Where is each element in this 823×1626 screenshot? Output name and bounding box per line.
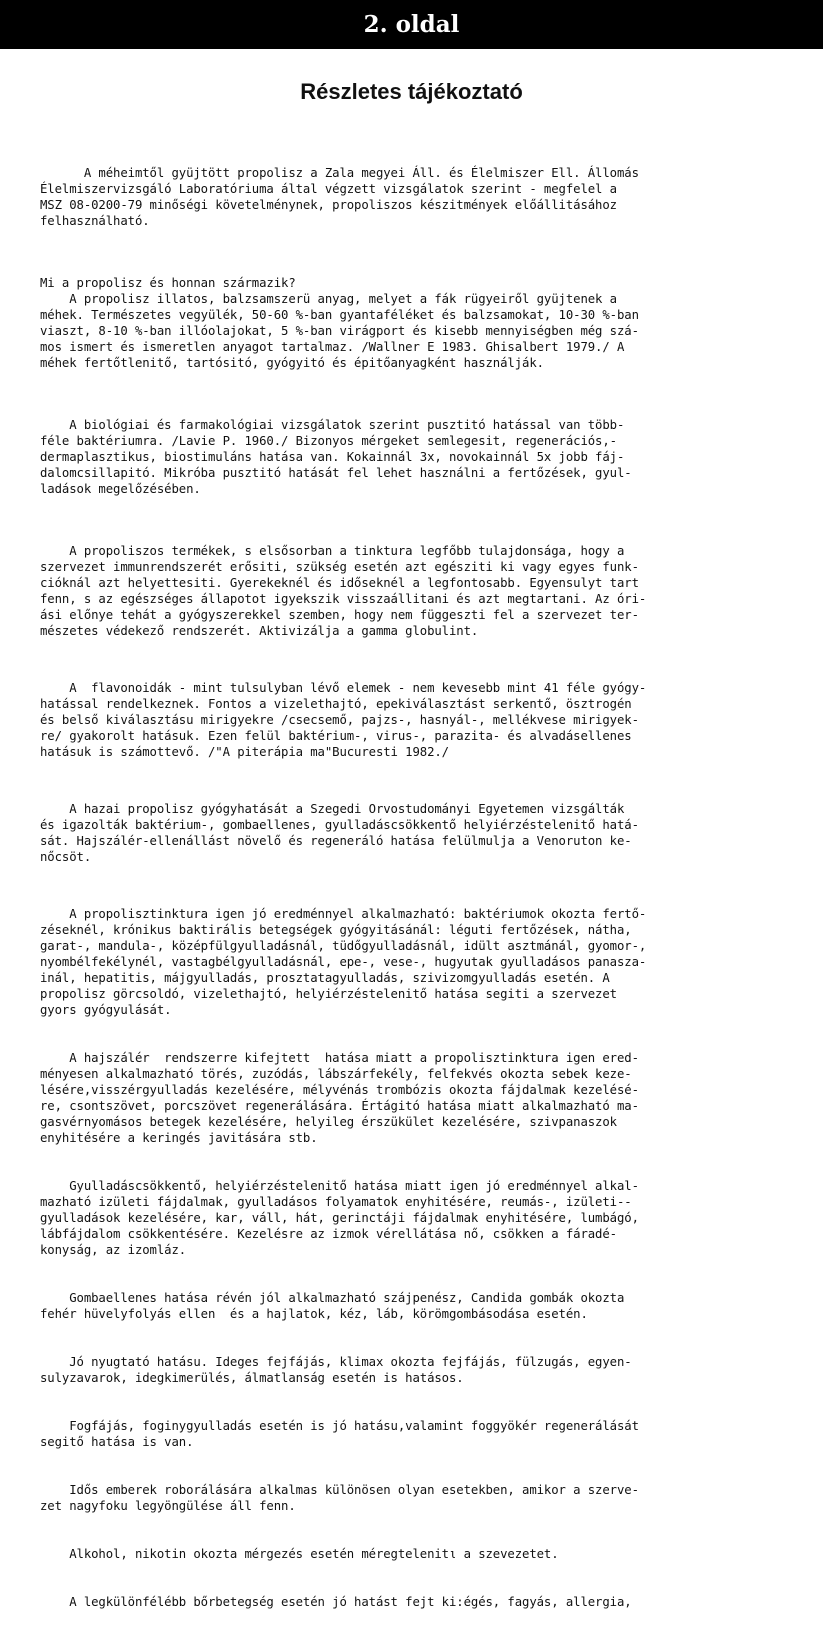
intro-paragraph: A méheimtől gyüjtött propolisz a Zala megyei Áll. és Élelmiszer Ell. Állomás Élelmiszervizsgáló Laboratóriuma által végzett vizsgálatok szerint - megfelel a MSZ 08-0200-79 minőségi követelménynek, propoliszos készitmények előállitásához felhasználható. [40, 166, 639, 228]
szeged-paragraph: A hazai propolisz gyógyhatását a Szegedi Orvostudományi Egyetemen vizsgálták és igazolták baktérium-, gombaellenes, gyulladáscsökkentő helyiérzéstelenitő hatá- sát. Hajszálér-ellenállást növelő és regeneráló hatása felülmulja a Venoruton ke- nőcsöt. [40, 802, 639, 864]
origin-paragraph: Mi a propolisz és honnan származik? A propolisz illatos, balzsamszerü anyag, melyet a fák rügyeiről gyüjtenek a méhek. Természetes vegyülék, 50-60 %-ban gyantaféléket és balzsamokat, 10-30 %-ban viaszt, 8-10 %-ban illóolajokat, 5 %-ban virágport és kisebb mennyiségben még szá- mos ismert és ismeretlen anyagot tartalmaz. /Wallner E 1983. Ghisalbert 1979./ A méhek fertőtlenitő, tartósitó, gyógyitó és épitőanyagként használják. [40, 276, 639, 370]
elderly-paragraph: Idős emberek roborálására alkalmas különösen olyan esetekben, amikor a szerve- zet nagyfoku legyöngülése áll fenn. [40, 1483, 639, 1513]
tincture-paragraph: A propolisztinktura igen jó eredménnyel alkalmazható: baktériumok okozta fertő- zéseknél, krónikus baktirális betegségek gyógyitásánál: léguti fertőzések, nátha, garat-, mandula-, középfülgyulladásnál, tüdőgyulladásnál, idült asztmánál, gyomor-, nyombélfekélynél, vastagbélgyulladásnál, epe-, vese-, hugyutak gyulladásos panasza- inál, hepatitis, májgyulladás, prosztatagyulladás, szivizomgyulladás esetén. A propolisz görcsoldó, vizelethajtó, helyiérzéstelenitő hatása segiti a szervezet gyors gyógyulását. [40, 907, 647, 1017]
anti-inflammatory-paragraph: Gyulladáscsökkentő, helyiérzéstelenitő hatása miatt igen jó eredménnyel alkal- mazható izületi fájdalmak, gyulladásos folyamatok enyhitésére, reumás-, izületi-- gyulladások kezelésére, kar, váll, hát, gerinctáji fájdalmak enyhitésére, lumbágó, lábfájdalom csökkentésére. Kezelésre az izmok vérellátása nő, csökken a fáradé- konyság, az izomláz. [40, 1179, 639, 1257]
dental-paragraph: Fogfájás, foginygyulladás esetén is jó hatásu,valamint foggyökér regenerálását segitő hatása is van. [40, 1419, 639, 1449]
biological-paragraph: A biológiai és farmakológiai vizsgálatok szerint pusztitó hatással van több- féle baktériumra. /Lavie P. 1960./ Bizonyos mérgeket semlegesit, regenerációs,- dermaplasztikus, biostimuláns hatása van. Kokainnál 3x, novokainnál 5x jobb fáj- dalomcsillapitó. Mikróba pusztitó hatását fel lehet használni a fertőzések, gyul- ladások megelőzésében. [40, 418, 632, 496]
capillary-paragraph: A hajszálér rendszerre kifejtett hatása miatt a propolisztinktura igen ered- ményesen alkalmazható törés, zuzódás, lábszárfekély, felfekvés okozta sebek keze- lésére,visszérgyulladás kezelésére, mélyvénás trombózis okozta fájdalmak kezelésé- re, csontszövet, porcszövet regenerálására. Értágitó hatása miatt alkalmazható ma- gasvérnyomásos betegek kezelésére, helyileg érszükület kezelésére, szivpanaszok enyhitésére a keringés javitására stb. [40, 1051, 639, 1145]
skin-paragraph: A legkülönfélébb bőrbetegség esetén jó hatást fejt ki:égés, fagyás, allergia, [40, 1595, 632, 1609]
document-body [40, 133, 783, 1626]
page-number-label: 2. oldal [363, 11, 460, 38]
antifungal-paragraph: Gombaellenes hatása révén jól alkalmazható szájpenész, Candida gombák okozta fehér hüvelyfolyás ellen és a hajlatok, kéz, láb, körömgombásodása esetén. [40, 1291, 625, 1321]
detox-paragraph: Alkohol, nikotin okozta mérgezés esetén méregtelenitι a szevezetet. [40, 1547, 559, 1561]
flavonoid-paragraph: A flavonoidák - mint tulsulyban lévő elemek - nem kevesebb mint 41 féle gyógy- hatással rendelkeznek. Fontos a vizelethajtó, epekiválasztást serkentő, ösztrogén és belső kiválasztásu mirigyekre /csecsemő, pajzs-, hasnyál-, mellékvese mirigyek- re/ gyakorolt hatásuk. Ezen felül baktérium-, virus-, parazita- és alvadásellenes hatásuk is számottevő. /"A piterápia ma"Bucuresti 1982./ [40, 681, 647, 759]
page-number-bar [0, 0, 823, 49]
sedative-paragraph: Jó nyugtató hatásu. Ideges fejfájás, klimax okozta fejfájás, fülzugás, egyen- sulyzavarok, idegkimerülés, álmatlanság esetén is hatásos. [40, 1355, 632, 1385]
document-title: Részletes tájékoztató [300, 79, 523, 104]
immune-paragraph: A propoliszos termékek, s elsősorban a tinktura legfőbb tulajdonsága, hogy a szervezet immunrendszerét erősiti, szükség esetén azt egésziti ki vagy egyes funk- cióknál azt helyettesiti. Gyerekeknél és időseknél a legfontosabb. Egyensulyt tart fenn, s az egészséges állapotot igyekszik visszaállitani és azt megtartani. Az óri- ási előnye tehát a gyógyszerekkel szemben, hogy nem függeszti fel a szervezet ter- mészetes védekező rendszerét. Aktivizálja a gamma globulint. [40, 544, 647, 638]
